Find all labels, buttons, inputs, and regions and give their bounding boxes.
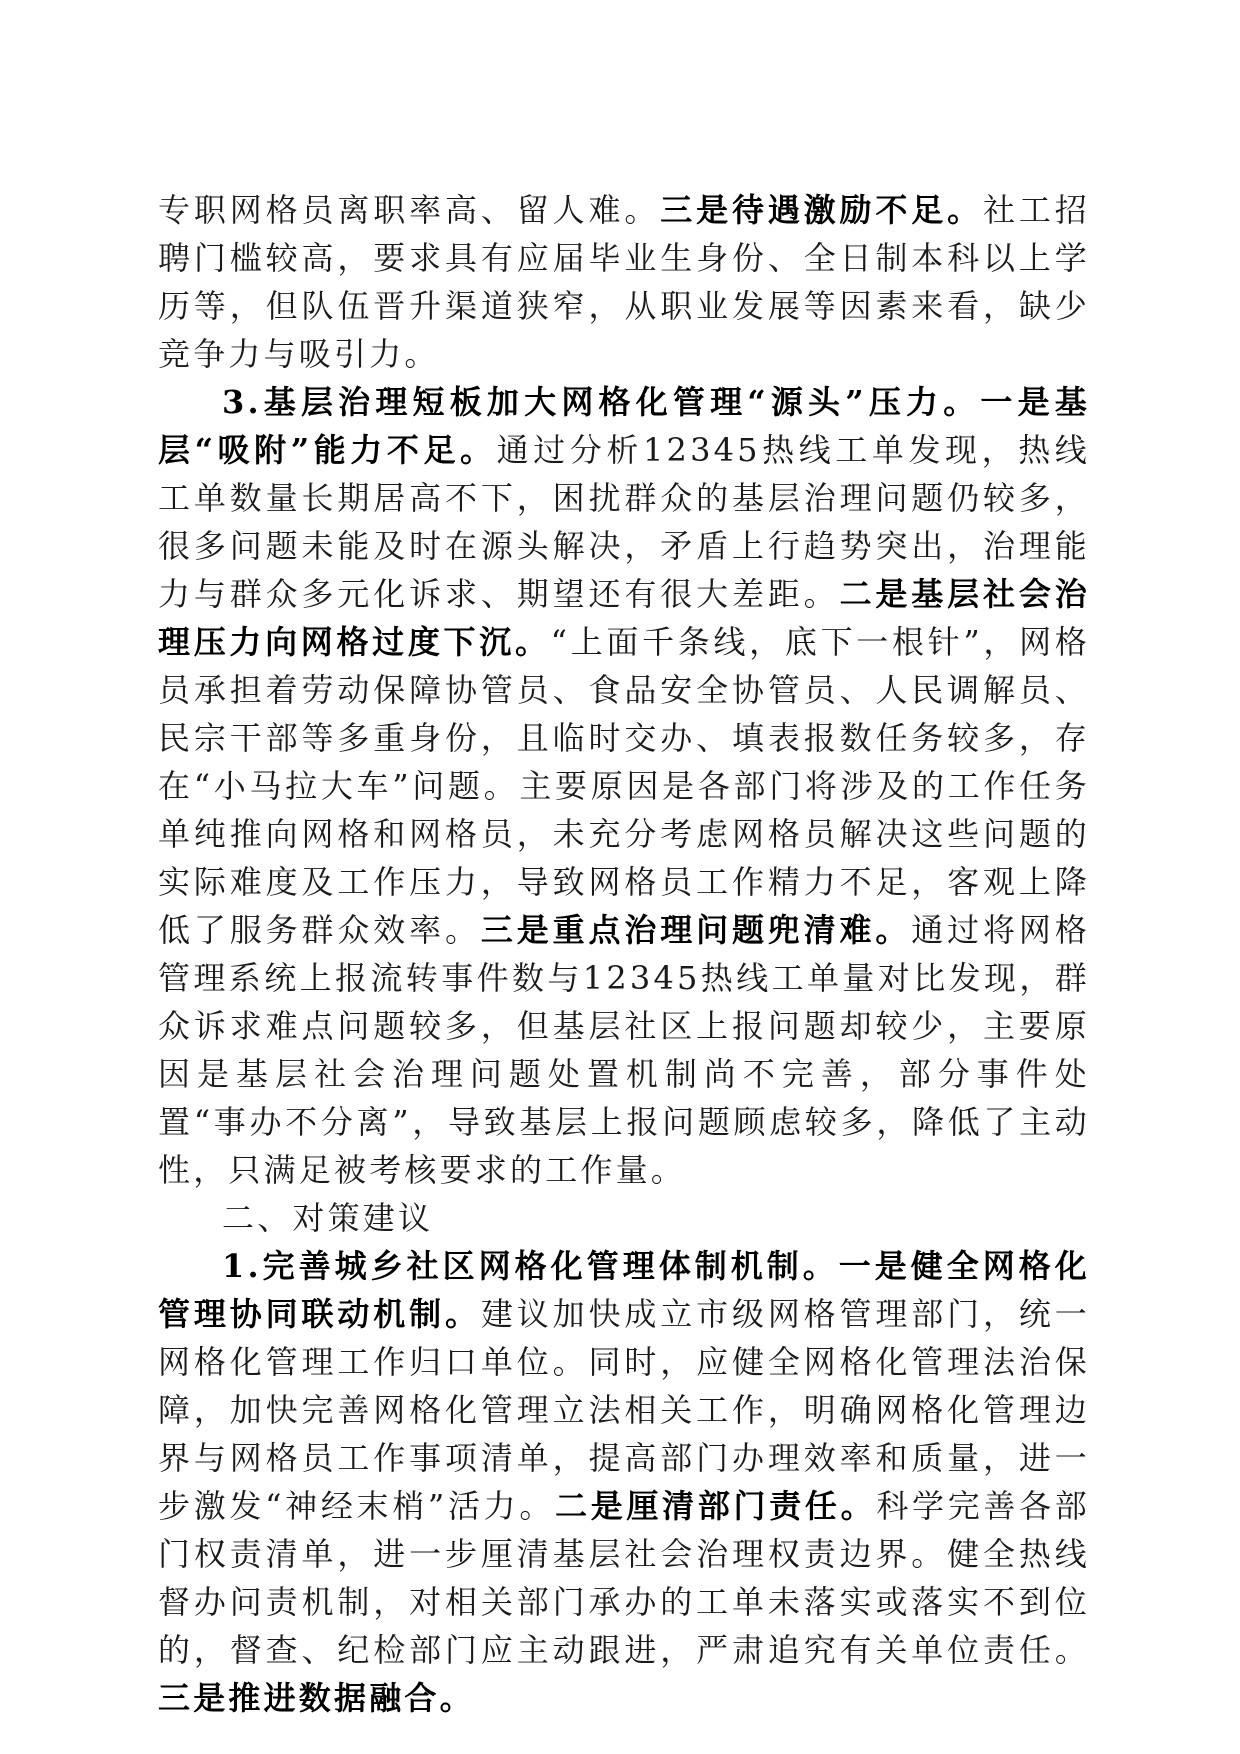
bold-heading-run: 三是重点治理问题兜清难。 xyxy=(480,911,912,949)
text-run: 建议加快成立市级网格管理部门，统一网格化管理工作归口单位。同时，应健全网格化管理法治保障，加快完善网格化管理立法相关工作，明确网格化管理边界与网格员工作事项清单，提高部门办理效率和质量，进一步激发“神经末梢”活力。 xyxy=(158,1295,1090,1525)
text-run: “上面千条线，底下一根针”，网格员承担着劳动保障协管员、食品安全协管员、人民调解员、民宗干部等多重身份，且临时交办、填表报数任务较多，存在“小马拉大车”问题。主要原因是各部门将涉及的工作任务单纯推向网格和网格员，未充分考虑网格员解决这些问题的实际难度及工作压力，导致网格员工作精力不足，客观上降低了服务群众效率。 xyxy=(158,623,1091,949)
text-run: 通过分析12345热线工单发现，热线工单数量长期居高不下，困扰群众的基层治理问题仍较多，很多问题未能及时在源头解决，矛盾上行趋势突出，治理能力与群众多元化诉求、期望还有很大差距。 xyxy=(158,431,1090,613)
paragraph-grassroots-governance xyxy=(158,378,1090,1194)
bold-heading-run: 二是基层社会治理压力向网格过度下沉。 xyxy=(158,575,1090,661)
bold-heading-run: 三是推进数据融合。 xyxy=(158,1679,475,1717)
document-page xyxy=(158,186,1090,1722)
text-run: 社工招聘门槛较高，要求具有应届毕业生身份、全日制本科以上学历等，但队伍晋升渠道狭窄，从职业发展等因素来看，缺少竞争力与吸引力。 xyxy=(158,191,1090,373)
text-run: 通过将网格管理系统上报流转事件数与12345热线工单量对比发现，群众诉求难点问题较多，但基层社区上报问题却较少，主要原因是基层社会治理问题处置机制尚不完善，部分事件处置“事办不分离”，导致基层上报问题顾虑较多，降低了主动性，只满足被考核要求的工作量。 xyxy=(158,911,1090,1189)
section-heading-text: 二、对策建议 xyxy=(222,1199,434,1237)
paragraph-retention xyxy=(158,186,1090,378)
bold-heading-run: 二是厘清部门责任。 xyxy=(555,1487,877,1525)
section-heading xyxy=(158,1194,1090,1242)
paragraph-recommendations xyxy=(158,1242,1090,1722)
bold-heading-run: 三是待遇激励不足。 xyxy=(660,191,984,229)
bold-heading-run: 1.完善城乡社区网格化管理体制机制。一是健全网格化管理协同联动机制。 xyxy=(158,1247,1090,1333)
text-run: 专职网格员离职率高、留人难。 xyxy=(158,191,661,229)
text-run: 科学完善各部门权责清单，进一步厘清基层社会治理权责边界。健全热线督办问责机制，对相关部门承办的工单未落实或落实不到位的，督查、纪检部门应主动跟进，严肃追究有关单位责任。 xyxy=(158,1487,1091,1669)
bold-heading-run: 3.基层治理短板加大网格化管理“源头”压力。一是基层“吸附”能力不足。 xyxy=(158,383,1090,469)
